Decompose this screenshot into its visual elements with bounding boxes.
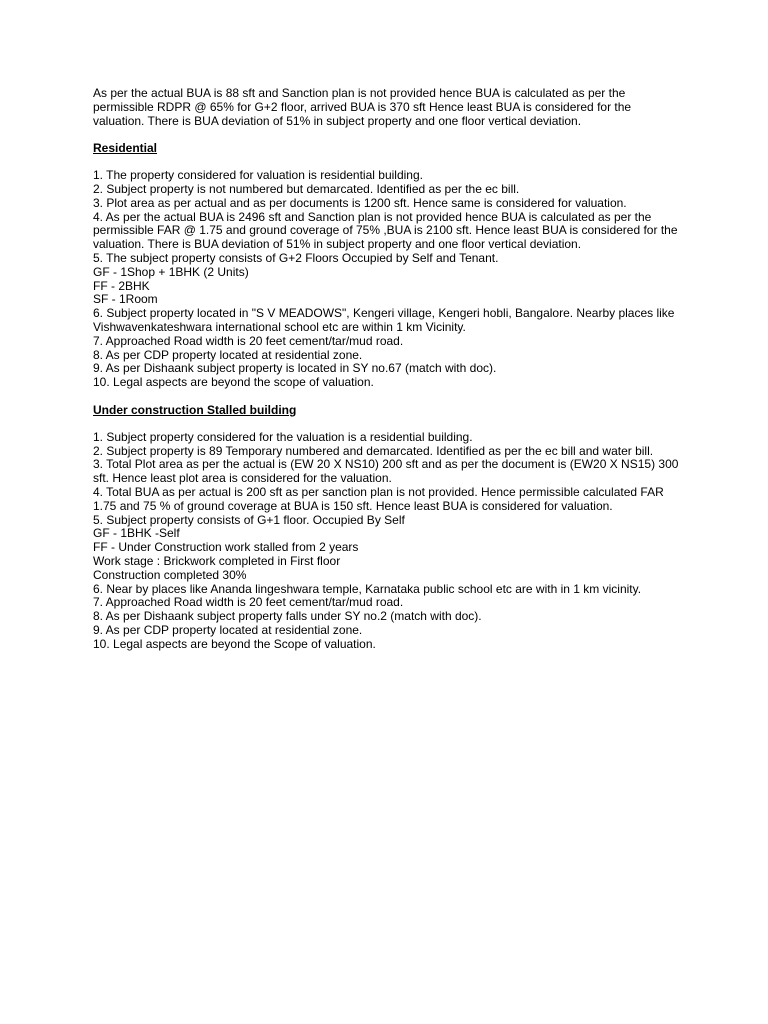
intro-paragraph: As per the actual BUA is 88 sft and Sanction plan is not provided hence BUA is calculated as per the permissible RDPR @ 65% for G+2 floor, arrived BUA is 370 sft Hence least BUA is considered for the valuation. There is BUA deviation of 51% in subject property and one floor vertical deviation. [93,86,632,128]
list-item: 6. Subject property located in "S V MEADOWS", Kengeri village, Kengeri hobli, Bangalore. Nearby places like Vishwavenkateshwara international school etc are within 1 km Vicinity. [93,306,675,334]
list-item: Work stage : Brickwork completed in First floor [93,553,341,568]
list-item: Construction completed 30% [93,567,247,582]
list-item: 10. Legal aspects are beyond the scope of valuation. [93,375,374,390]
under-construction-list [93,431,683,652]
list-item: 8. As per Dishaank subject property falls under SY no.2 (match with doc). [93,609,482,624]
document-body [93,87,683,651]
list-item: 4. Total BUA as per actual is 200 sft as per sanction plan is not provided. Hence permissible calculated FAR 1.75 and 75 % of ground coverage at BUA is 150 sft. Hence least BUA is considered for valuation. [93,484,664,513]
list-item: 3. Total Plot area as per the actual is (EW 20 X NS10) 200 sft and as per the document is (EW20 X NS15) 300 sft. Hence least plot area is considered for the valuation. [93,457,679,486]
list-item: 2. Subject property is not numbered but demarcated. Identified as per the ec bill. [93,181,520,196]
under-construction-heading: Under construction Stalled building [93,402,297,417]
list-item: 5. The subject property consists of G+2 Floors Occupied by Self and Tenant. [93,250,499,265]
list-item: 9. As per CDP property located at residential zone. [93,622,363,637]
list-item: 9. As per Dishaank subject property is located in SY no.67 (match with doc). [93,361,497,376]
list-item: FF - Under Construction work stalled from 2 years [93,540,359,555]
list-item: FF - 2BHK [93,278,150,293]
residential-heading: Residential [93,141,158,156]
list-item: 2. Subject property is 89 Temporary numbered and demarcated. Identified as per the ec bill and water bill. [93,443,654,458]
list-item: GF - 1BHK -Self [93,526,180,541]
list-item: 4. As per the actual BUA is 2496 sft and Sanction plan is not provided hence BUA is calculated as per the permissible FAR @ 1.75 and ground coverage of 75% ,BUA is 2100 sft. Hence least BUA is considered for the valuation. There is BUA deviation of 51% in subject property and one floor vertical deviation. [93,209,678,252]
list-item: 7. Approached Road width is 20 feet cement/tar/mud road. [93,595,404,610]
list-item: SF - 1Room [93,292,158,307]
residential-list [93,169,683,390]
list-item: 5. Subject property consists of G+1 floor. Occupied By Self [93,512,405,527]
list-item: 1. The property considered for valuation is residential building. [93,168,423,183]
list-item: 3. Plot area as per actual and as per documents is 1200 sft. Hence same is considered for valuation. [93,195,627,210]
list-item: 6. Near by places like Ananda lingeshwara temple, Karnataka public school etc are with in 1 km vicinity. [93,581,642,596]
list-item: 8. As per CDP property located at residential zone. [93,347,363,362]
list-item: GF - 1Shop + 1BHK (2 Units) [93,264,249,279]
list-item: 7. Approached Road width is 20 feet cement/tar/mud road. [93,333,404,348]
list-item: 10. Legal aspects are beyond the Scope of valuation. [93,636,376,651]
list-item: 1. Subject property considered for the valuation is a residential building. [93,429,473,444]
